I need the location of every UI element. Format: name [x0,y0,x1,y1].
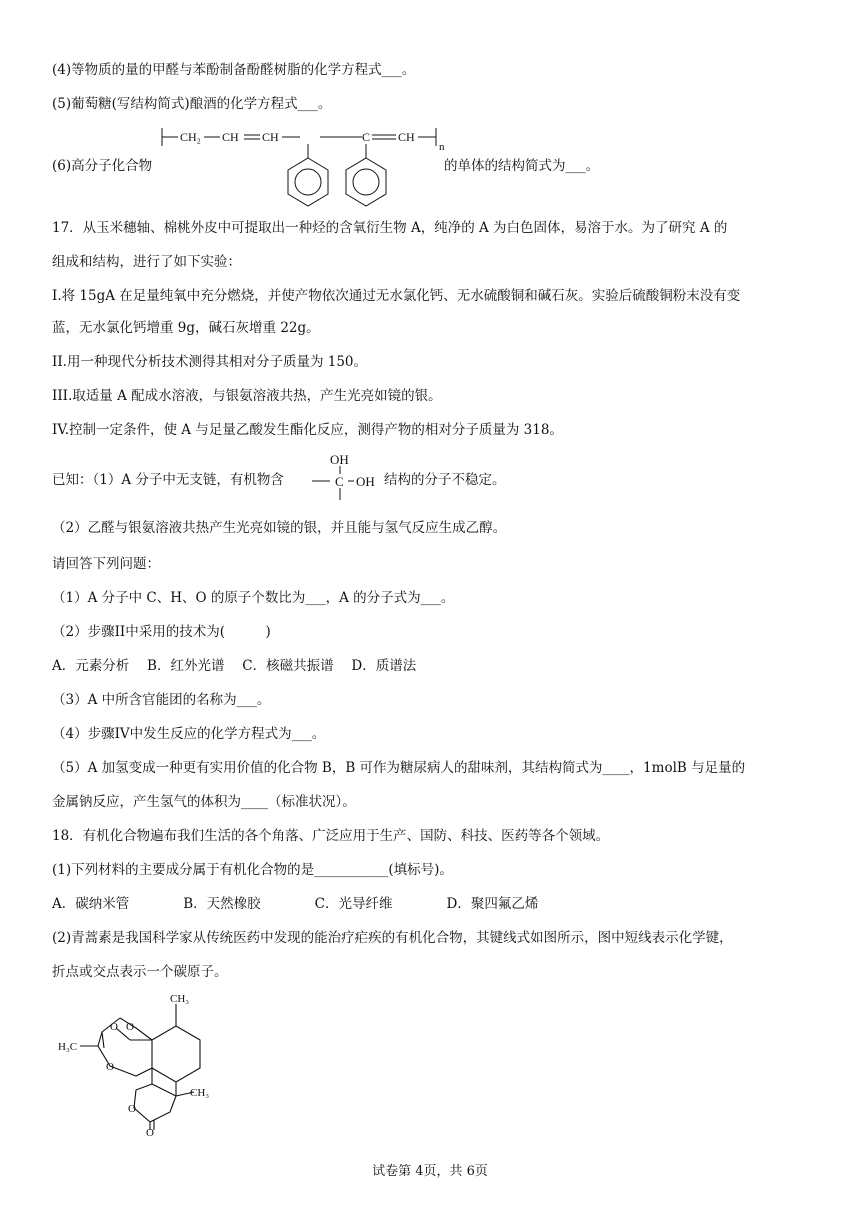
q16-item5: (5)葡萄糖(写结构简式)酿酒的化学方程式___。 [52,96,332,112]
gem-diol-oh-top: OH [330,452,349,467]
polymer-structure [150,118,450,208]
q17-a1: （1）A 分子中 C、H、O 的原子个数比为___，A 的分子式为___。 [52,590,455,606]
gem-diol-structure [310,450,390,510]
page-footer: 试卷第 4页，共 6页 [372,1164,488,1179]
polymer-ch-a: CH [222,130,239,144]
artemisinin-o4: O [128,1103,136,1115]
artemisinin-o5: O [146,1127,154,1136]
artemisinin-o3: O [106,1061,114,1073]
artemisinin-structure [58,988,228,1136]
q17-intro-1: 17．从玉米穗轴、棉桃外皮中可提取出一种烃的含氧衍生物 A，纯净的 A 为白色固体，易溶于水。为了研究 A 的 [52,220,728,236]
q18-intro: 18．有机化合物遍布我们生活的各个角落、广泛应用于生产、国防、科技、医药等各个领域。 [52,828,610,844]
q17-intro-2: 组成和结构，进行了如下实验： [52,254,241,270]
q17-a3: （3）A 中所含官能团的名称为___。 [52,692,271,708]
polymer-ch2: CH₂ [180,130,201,144]
q17-ask: 请回答下列问题： [52,556,160,572]
polymer-ch-c: CH [398,130,415,144]
gem-diol-c: C [335,474,344,489]
q17-a2: （2）步骤II中采用的技术为( ) [52,624,271,640]
artemisinin-ch3-right: CH₃ [190,1087,210,1099]
polymer-n: n [439,141,445,153]
q17-known1-suffix: 结构的分子不稳定。 [384,472,506,488]
q17-step1-b: 蓝，无水氯化钙增重 9g，碱石灰增重 22g。 [52,320,320,336]
q17-step2: II.用一种现代分析技术测得其相对分子质量为 150。 [52,354,368,370]
gem-diol-oh-right: OH [356,474,375,489]
polymer-c: C [362,130,371,144]
q17-a4: （4）步骤IV中发生反应的化学方程式为___。 [52,726,326,742]
q17-known2: （2）乙醛与银氨溶液共热产生光亮如镜的银，并且能与氢气反应生成乙醇。 [52,520,507,536]
q17-a5-b: 金属钠反应，产生氢气的体积为____（标准状况）。 [52,794,356,810]
q17-known1-prefix: 已知：（1）A 分子中无支链，有机物含 [52,472,284,488]
q17-step4: IV.控制一定条件，使 A 与足量乙酸发生酯化反应，测得产物的相对分子质量为 318。 [52,422,563,438]
q16-item4: (4)等物质的量的甲醛与苯酚制备酚醛树脂的化学方程式___。 [52,62,416,78]
q17-a5-a: （5）A 加氢变成一种更有实用价值的化合物 B，B 可作为糖尿病人的甜味剂，其结构简式为____，1molB 与足量的 [52,760,746,776]
polymer-ch-b: CH [262,130,279,144]
artemisinin-ch3-top: CH₃ [170,993,190,1005]
q16-item6-prefix: (6)高分子化合物 [52,158,153,174]
q18-p1: (1)下列材料的主要成分属于有机化合物的是___________(填标号)。 [52,862,453,878]
q18-p2-a: (2)青蒿素是我国科学家从传统医药中发现的能治疗疟疾的有机化合物，其键线式如图所示，图中短线表示化学键， [52,930,733,946]
artemisinin-h3c: H₃C [58,1041,78,1053]
q18-p2-b: 折点或交点表示一个碳原子。 [52,964,228,980]
artemisinin-o2: O [126,1021,134,1033]
q17-step3: III.取适量 A 配成水溶液，与银氨溶液共热，产生光亮如镜的银。 [52,388,442,404]
q17-a2-options: A．元素分析 B．红外光谱 C．核磁共振谱 D．质谱法 [52,658,417,674]
q16-item6-suffix: 的单体的结构简式为___。 [444,158,600,174]
q18-p1-options: A．碳纳米管 B．天然橡胶 C．光导纤维 D．聚四氟乙烯 [52,896,539,912]
q17-step1-a: I.将 15gA 在足量纯氧中充分燃烧，并使产物依次通过无水氯化钙、无水硫酸铜和碱石灰。实验后硫酸铜粉末没有变 [52,288,741,304]
artemisinin-o1: O [110,1021,118,1033]
